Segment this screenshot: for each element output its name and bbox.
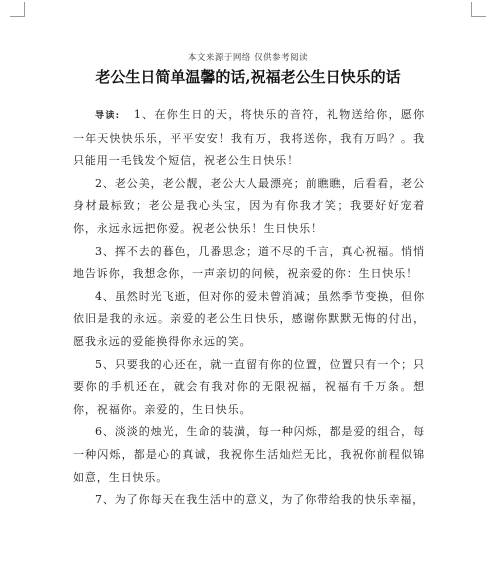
page-title: 老公生日简单温馨的话,祝福老公生日快乐的话 [95, 68, 401, 86]
lead-label: 导读: [95, 111, 120, 121]
crop-mark-top-right-vertical [471, 2, 472, 17]
paragraph-1 [73, 104, 425, 173]
paragraph-1-text: 1、在你生日的天，将快乐的音符，礼物送给你，愿你一年天快快乐乐，平平安安！我有万，我将送你，我有万吗？。我只能用一毛钱发个短信，祝老公生日快乐！ [73, 108, 425, 168]
paragraph-4: 4、虽然时光飞逝，但对你的爱未曾消减；虽然季节变换，但你依旧是我的永远。亲爱的老公生日快乐，感谢你默默无悔的付出，愿我永远的爱能换得你永远的笑。 [73, 289, 425, 348]
paragraph-3: 3、挥不去的暮色，几番思念；道不尽的千言，真心祝福。悄悄地告诉你，我想念你，一声亲切的问候，祝亲爱的你：生日快乐！ [73, 244, 425, 281]
header-note: 本文来源于网络 仅供参考阅读 [187, 53, 309, 63]
paragraph-7: 7、为了你每天在我生活中的意义，为了你带给我的快乐幸福， [95, 493, 425, 507]
crop-mark-top-right-horizontal [472, 16, 486, 17]
crop-mark-top-left-horizontal [10, 16, 24, 17]
paragraph-5: 5、只要我的心还在，就一直留有你的位置，位置只有一个；只要你的手机还在，就会有我对你的无限祝福，祝福有千万条。想你，祝福你。亲爱的，生日快乐。 [73, 357, 425, 416]
crop-mark-top-left-vertical [24, 2, 25, 17]
paragraph-6: 6、淡淡的烛光，生命的装潢，每一种闪烁，都是爱的组合，每一种闪烁，都是心的真诚，我祝你生活灿烂无比，我祝你前程似锦如意，生日快乐。 [73, 425, 425, 484]
paragraph-2: 2、老公美，老公靓，老公大人最漂亮；前瞧瞧，后看看，老公身材最标致；老公是我心头宝，因为有你我才笑；我要好好宠着你，永远永远把你爱。祝老公快乐！生日快乐！ [73, 176, 425, 235]
article-body [73, 104, 425, 512]
